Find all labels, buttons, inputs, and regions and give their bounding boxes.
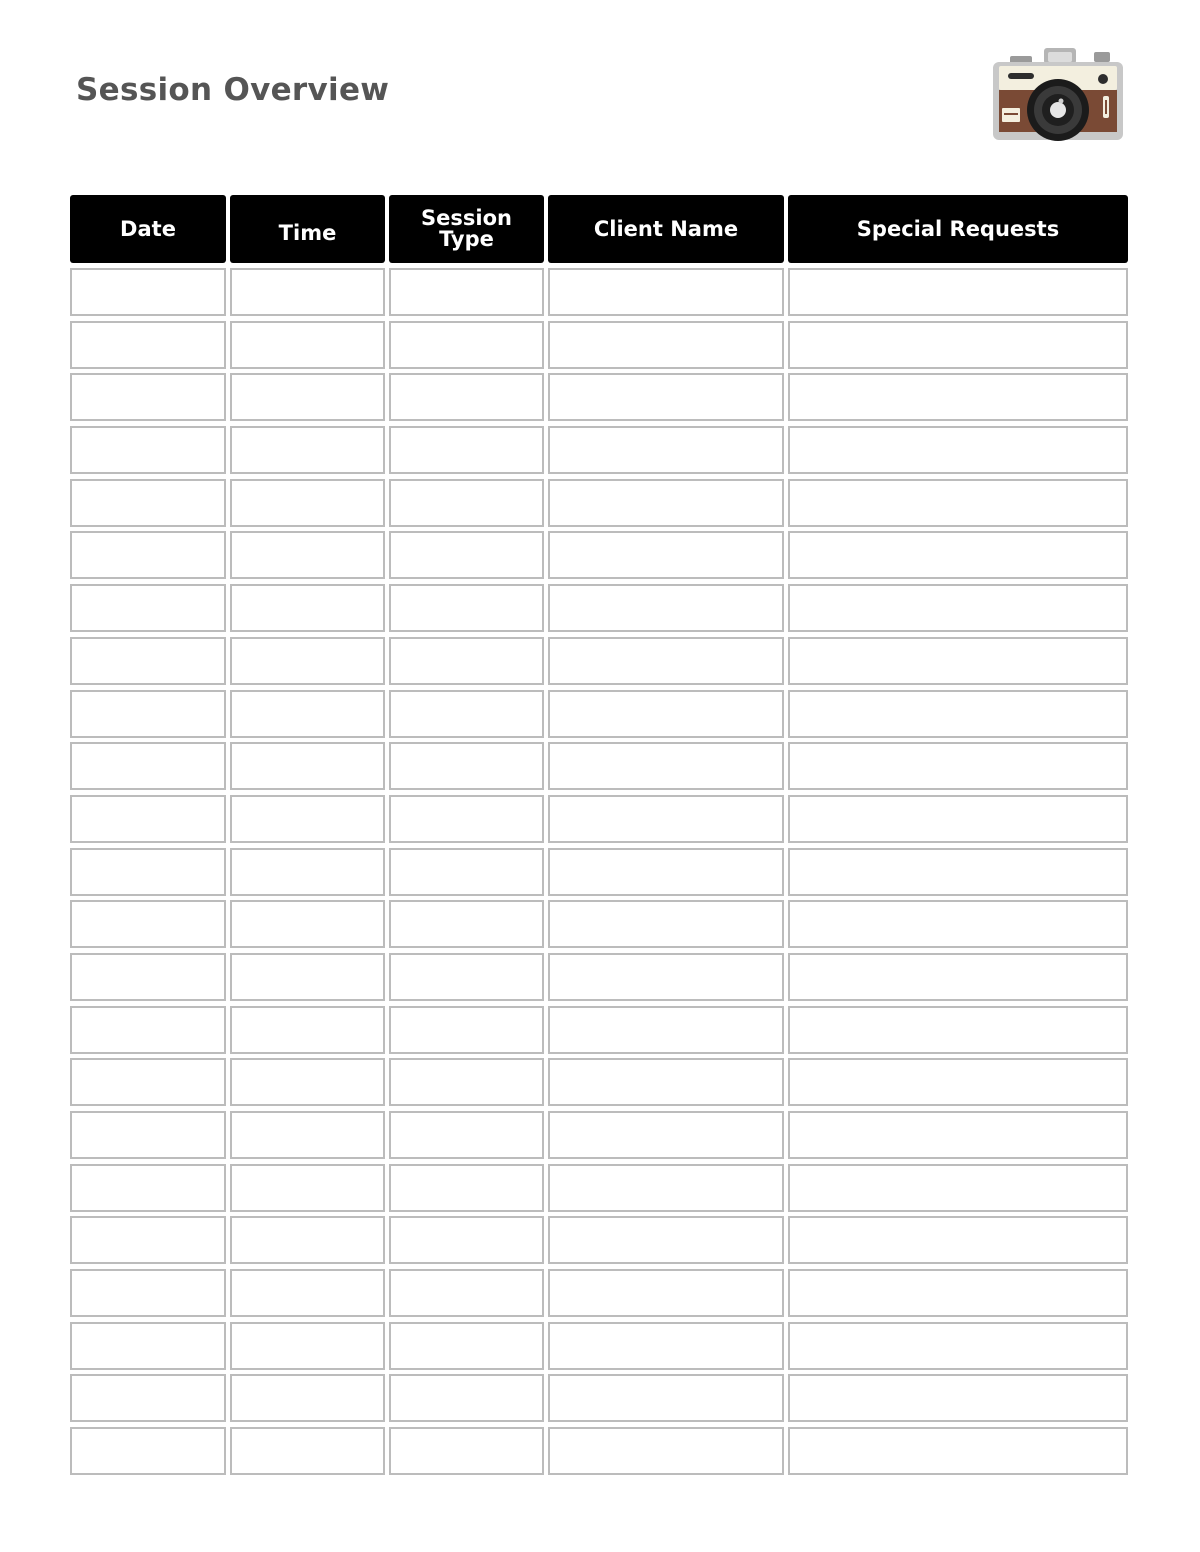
column-header-time: Time <box>230 195 385 263</box>
cell-session-type[interactable] <box>389 1374 544 1422</box>
cell-special-requests[interactable] <box>788 531 1128 579</box>
cell-time[interactable] <box>230 795 385 843</box>
cell-client-name[interactable] <box>548 1164 784 1212</box>
cell-date[interactable] <box>70 1427 226 1475</box>
cell-time[interactable] <box>230 584 385 632</box>
cell-special-requests[interactable] <box>788 1322 1128 1370</box>
cell-client-name[interactable] <box>548 1427 784 1475</box>
cell-time[interactable] <box>230 1269 385 1317</box>
cell-special-requests[interactable] <box>788 479 1128 527</box>
cell-date[interactable] <box>70 1216 226 1264</box>
cell-client-name[interactable] <box>548 268 784 316</box>
cell-special-requests[interactable] <box>788 1006 1128 1054</box>
cell-client-name[interactable] <box>548 795 784 843</box>
cell-time[interactable] <box>230 900 385 948</box>
cell-special-requests[interactable] <box>788 690 1128 738</box>
cell-special-requests[interactable] <box>788 1164 1128 1212</box>
cell-date[interactable] <box>70 953 226 1001</box>
cell-date[interactable] <box>70 531 226 579</box>
cell-special-requests[interactable] <box>788 1269 1128 1317</box>
table-header <box>70 195 1128 263</box>
cell-time[interactable] <box>230 321 385 369</box>
cell-client-name[interactable] <box>548 848 784 896</box>
cell-client-name[interactable] <box>548 584 784 632</box>
cell-time[interactable] <box>230 1111 385 1159</box>
cell-session-type[interactable] <box>389 1058 544 1106</box>
column-header-session-type: Session Type <box>389 195 544 263</box>
cell-time[interactable] <box>230 953 385 1001</box>
cell-session-type[interactable] <box>389 1322 544 1370</box>
table-row <box>70 268 1128 316</box>
cell-special-requests[interactable] <box>788 1427 1128 1475</box>
cell-special-requests[interactable] <box>788 373 1128 421</box>
table-row <box>70 1111 1128 1159</box>
cell-session-type[interactable] <box>389 1216 544 1264</box>
cell-time[interactable] <box>230 848 385 896</box>
cell-date[interactable] <box>70 900 226 948</box>
camera-icon <box>990 46 1126 144</box>
cell-date[interactable] <box>70 479 226 527</box>
table-row <box>70 795 1128 843</box>
table-row <box>70 426 1128 474</box>
cell-time[interactable] <box>230 531 385 579</box>
cell-session-type[interactable] <box>389 1427 544 1475</box>
cell-special-requests[interactable] <box>788 584 1128 632</box>
cell-special-requests[interactable] <box>788 1374 1128 1422</box>
table-row <box>70 1006 1128 1054</box>
cell-session-type[interactable] <box>389 953 544 1001</box>
cell-special-requests[interactable] <box>788 426 1128 474</box>
cell-special-requests[interactable] <box>788 321 1128 369</box>
cell-date[interactable] <box>70 1058 226 1106</box>
cell-session-type[interactable] <box>389 1164 544 1212</box>
table-row <box>70 637 1128 685</box>
cell-time[interactable] <box>230 637 385 685</box>
table-row <box>70 531 1128 579</box>
cell-time[interactable] <box>230 1006 385 1054</box>
cell-client-name[interactable] <box>548 690 784 738</box>
cell-time[interactable] <box>230 1374 385 1422</box>
cell-date[interactable] <box>70 268 226 316</box>
cell-session-type[interactable] <box>389 690 544 738</box>
cell-date[interactable] <box>70 1111 226 1159</box>
cell-client-name[interactable] <box>548 531 784 579</box>
cell-session-type[interactable] <box>389 1111 544 1159</box>
cell-session-type[interactable] <box>389 479 544 527</box>
cell-session-type[interactable] <box>389 531 544 579</box>
cell-session-type[interactable] <box>389 742 544 790</box>
cell-date[interactable] <box>70 373 226 421</box>
cell-date[interactable] <box>70 1269 226 1317</box>
cell-special-requests[interactable] <box>788 953 1128 1001</box>
cell-date[interactable] <box>70 584 226 632</box>
cell-special-requests[interactable] <box>788 900 1128 948</box>
cell-client-name[interactable] <box>548 373 784 421</box>
column-header-date: Date <box>70 195 226 263</box>
cell-client-name[interactable] <box>548 1322 784 1370</box>
column-header-client-name: Client Name <box>548 195 784 263</box>
cell-date[interactable] <box>70 742 226 790</box>
cell-client-name[interactable] <box>548 426 784 474</box>
cell-client-name[interactable] <box>548 637 784 685</box>
cell-session-type[interactable] <box>389 373 544 421</box>
cell-date[interactable] <box>70 321 226 369</box>
cell-session-type[interactable] <box>389 900 544 948</box>
cell-special-requests[interactable] <box>788 268 1128 316</box>
cell-time[interactable] <box>230 1164 385 1212</box>
cell-client-name[interactable] <box>548 900 784 948</box>
cell-session-type[interactable] <box>389 795 544 843</box>
table-row <box>70 1427 1128 1475</box>
cell-date[interactable] <box>70 426 226 474</box>
cell-session-type[interactable] <box>389 848 544 896</box>
table-row <box>70 953 1128 1001</box>
cell-time[interactable] <box>230 268 385 316</box>
cell-session-type[interactable] <box>389 1006 544 1054</box>
cell-date[interactable] <box>70 1322 226 1370</box>
table-row <box>70 1058 1128 1106</box>
cell-client-name[interactable] <box>548 1111 784 1159</box>
cell-time[interactable] <box>230 1216 385 1264</box>
table-row <box>70 1269 1128 1317</box>
column-header-special-requests: Special Requests <box>788 195 1128 263</box>
cell-time[interactable] <box>230 426 385 474</box>
cell-special-requests[interactable] <box>788 742 1128 790</box>
table-row <box>70 373 1128 421</box>
cell-time[interactable] <box>230 479 385 527</box>
cell-time[interactable] <box>230 1058 385 1106</box>
table-row <box>70 584 1128 632</box>
table-row <box>70 1216 1128 1264</box>
cell-date[interactable] <box>70 1006 226 1054</box>
cell-time[interactable] <box>230 690 385 738</box>
cell-client-name[interactable] <box>548 321 784 369</box>
cell-date[interactable] <box>70 690 226 738</box>
table-row <box>70 1322 1128 1370</box>
session-table <box>70 195 1128 1475</box>
table-row <box>70 1374 1128 1422</box>
cell-client-name[interactable] <box>548 1006 784 1054</box>
cell-time[interactable] <box>230 1427 385 1475</box>
cell-time[interactable] <box>230 1322 385 1370</box>
table-row <box>70 848 1128 896</box>
cell-time[interactable] <box>230 373 385 421</box>
table-row <box>70 742 1128 790</box>
cell-session-type[interactable] <box>389 637 544 685</box>
cell-special-requests[interactable] <box>788 1216 1128 1264</box>
table-body <box>70 268 1128 1475</box>
cell-session-type[interactable] <box>389 584 544 632</box>
cell-client-name[interactable] <box>548 1269 784 1317</box>
cell-date[interactable] <box>70 637 226 685</box>
cell-client-name[interactable] <box>548 1216 784 1264</box>
cell-session-type[interactable] <box>389 268 544 316</box>
table-row <box>70 900 1128 948</box>
cell-date[interactable] <box>70 1374 226 1422</box>
cell-special-requests[interactable] <box>788 637 1128 685</box>
cell-special-requests[interactable] <box>788 848 1128 896</box>
cell-date[interactable] <box>70 1164 226 1212</box>
cell-special-requests[interactable] <box>788 1111 1128 1159</box>
cell-client-name[interactable] <box>548 1374 784 1422</box>
table-row <box>70 1164 1128 1212</box>
cell-client-name[interactable] <box>548 742 784 790</box>
cell-client-name[interactable] <box>548 1058 784 1106</box>
table-row <box>70 479 1128 527</box>
cell-client-name[interactable] <box>548 953 784 1001</box>
cell-session-type[interactable] <box>389 1269 544 1317</box>
cell-time[interactable] <box>230 742 385 790</box>
cell-date[interactable] <box>70 795 226 843</box>
table-row <box>70 690 1128 738</box>
table-row <box>70 321 1128 369</box>
cell-session-type[interactable] <box>389 426 544 474</box>
cell-date[interactable] <box>70 848 226 896</box>
cell-client-name[interactable] <box>548 479 784 527</box>
cell-session-type[interactable] <box>389 321 544 369</box>
cell-special-requests[interactable] <box>788 1058 1128 1106</box>
cell-special-requests[interactable] <box>788 795 1128 843</box>
page-title: Session Overview <box>76 72 390 108</box>
